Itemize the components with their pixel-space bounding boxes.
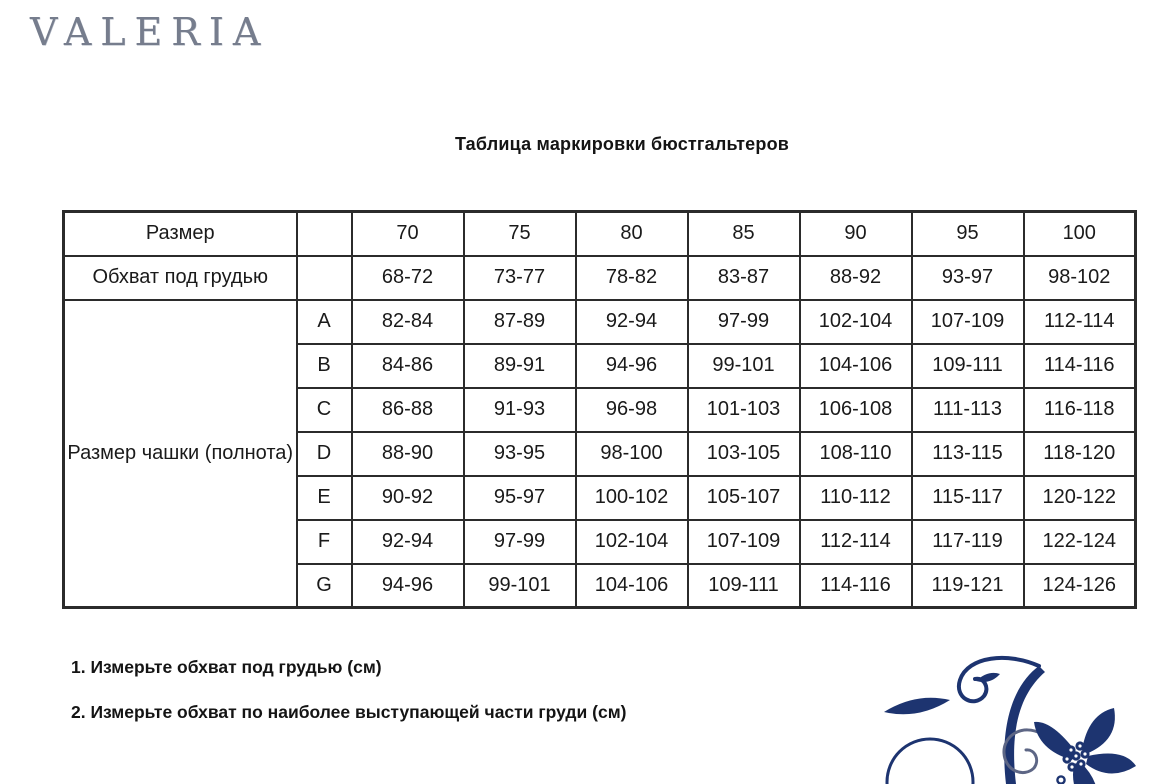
cup-letter: B (297, 344, 352, 388)
range-cell: 114-116 (1024, 344, 1136, 388)
range-cell: 108-110 (800, 432, 912, 476)
cup-row (64, 300, 1136, 344)
range-cell: 92-94 (576, 300, 688, 344)
range-cell: 86-88 (352, 388, 464, 432)
size-header-cell: 75 (464, 212, 576, 256)
floral-ornament-icon (856, 650, 1156, 784)
range-cell: 109-111 (688, 564, 800, 608)
cup-letter: A (297, 300, 352, 344)
size-header-cell: 100 (1024, 212, 1136, 256)
range-cell: 82-84 (352, 300, 464, 344)
range-cell: 100-102 (576, 476, 688, 520)
size-header-cell: 90 (800, 212, 912, 256)
underbust-cell: 73-77 (464, 256, 576, 300)
range-cell: 99-101 (464, 564, 576, 608)
empty-corner-cell (297, 212, 352, 256)
range-cell: 114-116 (800, 564, 912, 608)
size-row (64, 212, 1136, 256)
range-cell: 102-104 (800, 300, 912, 344)
cup-letter: D (297, 432, 352, 476)
range-cell: 97-99 (464, 520, 576, 564)
underbust-label: Обхват под грудью (64, 256, 297, 300)
underbust-cell: 98-102 (1024, 256, 1136, 300)
range-cell: 88-90 (352, 432, 464, 476)
range-cell: 124-126 (1024, 564, 1136, 608)
cup-letter: G (297, 564, 352, 608)
range-cell: 122-124 (1024, 520, 1136, 564)
range-cell: 93-95 (464, 432, 576, 476)
range-cell: 113-115 (912, 432, 1024, 476)
range-cell: 112-114 (800, 520, 912, 564)
underbust-cell: 88-92 (800, 256, 912, 300)
size-label: Размер (64, 212, 297, 256)
underbust-cell: 78-82 (576, 256, 688, 300)
range-cell: 117-119 (912, 520, 1024, 564)
range-cell: 104-106 (800, 344, 912, 388)
underbust-row (64, 256, 1136, 300)
range-cell: 94-96 (352, 564, 464, 608)
size-header-cell: 95 (912, 212, 1024, 256)
range-cell: 118-120 (1024, 432, 1136, 476)
range-cell: 101-103 (688, 388, 800, 432)
range-cell: 84-86 (352, 344, 464, 388)
header-rows (64, 212, 1136, 300)
range-cell: 102-104 (576, 520, 688, 564)
range-cell: 95-97 (464, 476, 576, 520)
range-cell: 104-106 (576, 564, 688, 608)
size-header-cell: 80 (576, 212, 688, 256)
range-cell: 103-105 (688, 432, 800, 476)
cup-letter: E (297, 476, 352, 520)
range-cell: 110-112 (800, 476, 912, 520)
underbust-cell: 83-87 (688, 256, 800, 300)
instruction-item: 1. Измерьте обхват под грудью (см) (71, 657, 382, 677)
size-header-cell: 70 (352, 212, 464, 256)
cup-letter: C (297, 388, 352, 432)
page-title: Таблица маркировки бюстгальтеров (454, 134, 790, 154)
range-cell: 116-118 (1024, 388, 1136, 432)
range-cell: 90-92 (352, 476, 464, 520)
range-cell: 115-117 (912, 476, 1024, 520)
range-cell: 107-109 (912, 300, 1024, 344)
underbust-cell: 93-97 (912, 256, 1024, 300)
instructions (71, 656, 626, 746)
range-cell: 96-98 (576, 388, 688, 432)
range-cell: 99-101 (688, 344, 800, 388)
empty-cell (297, 256, 352, 300)
cup-rows (64, 300, 1136, 608)
range-cell: 109-111 (912, 344, 1024, 388)
range-cell: 97-99 (688, 300, 800, 344)
range-cell: 107-109 (688, 520, 800, 564)
range-cell: 106-108 (800, 388, 912, 432)
range-cell: 111-113 (912, 388, 1024, 432)
range-cell: 98-100 (576, 432, 688, 476)
range-cell: 112-114 (1024, 300, 1136, 344)
range-cell: 91-93 (464, 388, 576, 432)
instruction-item: 2. Измерьте обхват по наиболее выступающей части груди (см) (71, 702, 627, 722)
brand-logo: VALERIA (30, 10, 270, 54)
cup-letter: F (297, 520, 352, 564)
size-header-cell: 85 (688, 212, 800, 256)
range-cell: 119-121 (912, 564, 1024, 608)
range-cell: 89-91 (464, 344, 576, 388)
range-cell: 105-107 (688, 476, 800, 520)
range-cell: 87-89 (464, 300, 576, 344)
size-table (62, 210, 1137, 609)
cup-size-label: Размер чашки (полнота) (64, 300, 297, 608)
underbust-cell: 68-72 (352, 256, 464, 300)
range-cell: 94-96 (576, 344, 688, 388)
range-cell: 120-122 (1024, 476, 1136, 520)
range-cell: 92-94 (352, 520, 464, 564)
